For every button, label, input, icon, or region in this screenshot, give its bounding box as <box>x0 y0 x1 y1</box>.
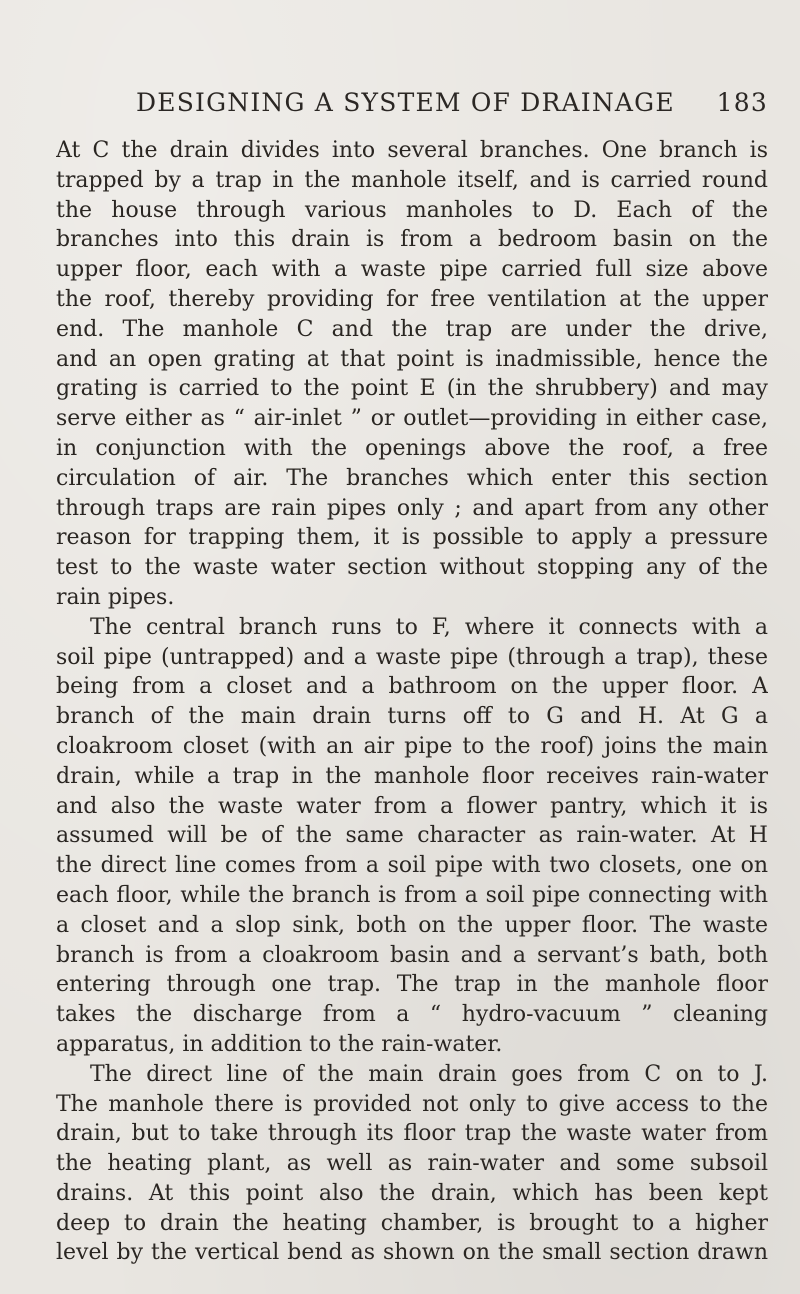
text-line: test to the waste water section without stopping any of the <box>56 555 768 581</box>
text-line: trapped by a trap in the manhole itself, and is carried round <box>56 167 768 193</box>
text-line: and an open grating at that point is inadmissible, hence the <box>56 346 768 372</box>
text-line: The manhole there is provided not only to give access to the <box>56 1091 768 1117</box>
text-line: deep to drain the heating chamber, is brought to a higher <box>56 1210 768 1236</box>
text-line: end. The manhole C and the trap are under the drive, <box>56 316 768 342</box>
text-line: takes the discharge from a “ hydro-vacuum ” cleaning <box>56 1002 768 1028</box>
text-line: upper floor, each with a waste pipe carried full size above <box>56 257 768 283</box>
text-line: apparatus, in addition to the rain-water. <box>56 1031 503 1057</box>
text-line: being from a closet and a bathroom on the upper floor. A <box>56 674 768 700</box>
text-line: reason for trapping them, it is possible to apply a pressure <box>56 525 768 551</box>
text-line: drain, but to take through its floor trap the waste water from <box>56 1121 768 1147</box>
text-line: drain, while a trap in the manhole floor receives rain-water <box>56 763 768 789</box>
text-line: drains. At this point also the drain, which has been kept <box>56 1180 768 1206</box>
text-line: in conjunction with the openings above the roof, a free <box>56 435 768 461</box>
text-line: The direct line of the main drain goes from C on to J. <box>90 1061 768 1087</box>
text-line: cloakroom closet (with an air pipe to the roof) joins the main <box>56 733 768 759</box>
text-line: the house through various manholes to D. Each of the <box>56 197 768 223</box>
text-line: The central branch runs to F, where it connects with a <box>90 614 768 640</box>
text-line: the heating plant, as well as rain-water and some subsoil <box>56 1151 768 1177</box>
text-line: branch of the main drain turns off to G and H. At G a <box>56 704 768 730</box>
text-line: entering through one trap. The trap in the manhole floor <box>56 972 768 998</box>
paragraph-3 <box>56 1060 768 1269</box>
text-line: each floor, while the branch is from a soil pipe connecting with <box>56 882 768 908</box>
page-number: 183 <box>716 88 768 117</box>
text-line: the direct line comes from a soil pipe with two closets, one on <box>56 853 768 879</box>
text-line: circulation of air. The branches which enter this section <box>56 465 768 491</box>
text-line: assumed will be of the same character as rain-water. At H <box>56 823 768 849</box>
body-text <box>56 136 768 1268</box>
text-line: serve either as “ air-inlet ” or outlet—providing in either case, <box>56 406 768 432</box>
text-line: branch is from a cloakroom basin and a servant’s bath, both <box>56 942 768 968</box>
text-line: grating is carried to the point E (in the shrubbery) and may <box>56 376 768 402</box>
paragraph-1 <box>56 136 768 613</box>
text-line: a closet and a slop sink, both on the upper floor. The waste <box>56 912 768 938</box>
text-line: branches into this drain is from a bedroom basin on the <box>56 227 768 253</box>
text-line: the roof, thereby providing for free ventilation at the upper <box>56 286 768 312</box>
text-line: rain pipes. <box>56 584 175 610</box>
running-head <box>136 88 768 128</box>
text-line: soil pipe (untrapped) and a waste pipe (through a trap), these <box>56 644 768 670</box>
text-line: level by the vertical bend as shown on the small section drawn <box>56 1240 768 1266</box>
running-title: DESIGNING A SYSTEM OF DRAINAGE <box>136 88 675 117</box>
paragraph-2 <box>56 613 768 1060</box>
text-line: through traps are rain pipes only ; and apart from any other <box>56 495 768 521</box>
text-line: At C the drain divides into several branches. One branch is <box>56 138 768 163</box>
text-line: and also the waste water from a flower pantry, which it is <box>56 793 768 819</box>
